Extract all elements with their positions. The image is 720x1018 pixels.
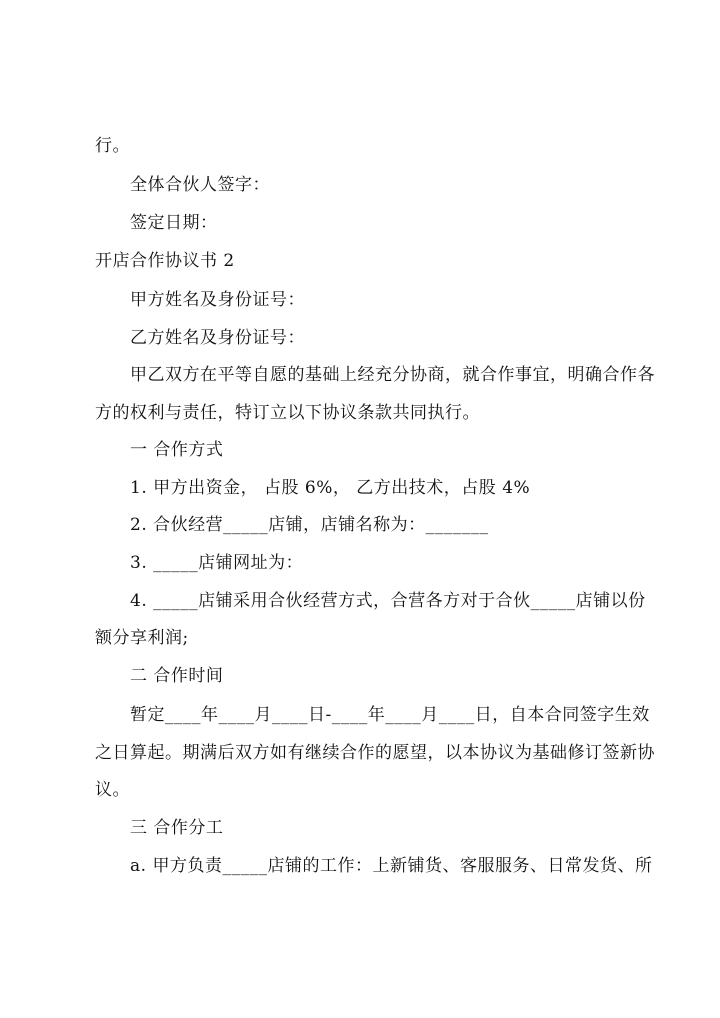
sign-date-label: 签定日期：	[130, 213, 218, 233]
clause-2: 2. 合伙经营_____店铺，店铺名称为：_______	[130, 515, 489, 535]
clause-4-line-1: 4. _____店铺采用合伙经营方式，合营各方对于合伙_____店铺以份	[130, 591, 646, 611]
intro-paragraph-line-1: 甲乙双方在平等自愿的基础上经充分协商，就合作事宜，明确合作各	[130, 365, 655, 385]
term-paragraph-line-2: 之日算起。期满后双方如有继续合作的愿望，以本协议为基础修订签新协	[95, 743, 655, 763]
term-paragraph-line-1: 暂定____年____月____日-____年____月____日，自本合同签字生效	[130, 705, 650, 725]
party-a-id-label: 甲方姓名及身份证号：	[130, 290, 305, 310]
section-heading-1: 一 合作方式	[130, 440, 224, 460]
party-b-id-label: 乙方姓名及身份证号：	[130, 328, 305, 348]
clause-4-line-2: 额分享利润;	[95, 628, 189, 648]
signature-label: 全体合伙人签字：	[130, 175, 270, 195]
text-line-continuation: 行。	[95, 136, 130, 156]
term-paragraph-line-3: 议。	[95, 780, 130, 800]
intro-paragraph-line-2: 方的权利与责任，特订立以下协议条款共同执行。	[95, 403, 480, 423]
section-heading-3: 三 合作分工	[130, 818, 224, 838]
clause-3: 3. _____店铺网址为：	[130, 553, 304, 573]
clause-1: 1. 甲方出资金， 占股 6%， 乙方出技术，占股 4%	[130, 478, 531, 498]
division-clause-a: a. 甲方负责_____店铺的工作：上新铺货、客服服务、日常发货、所	[130, 856, 653, 876]
section-heading-2: 二 合作时间	[130, 666, 224, 686]
agreement-title: 开店合作协议书 2	[95, 251, 235, 271]
